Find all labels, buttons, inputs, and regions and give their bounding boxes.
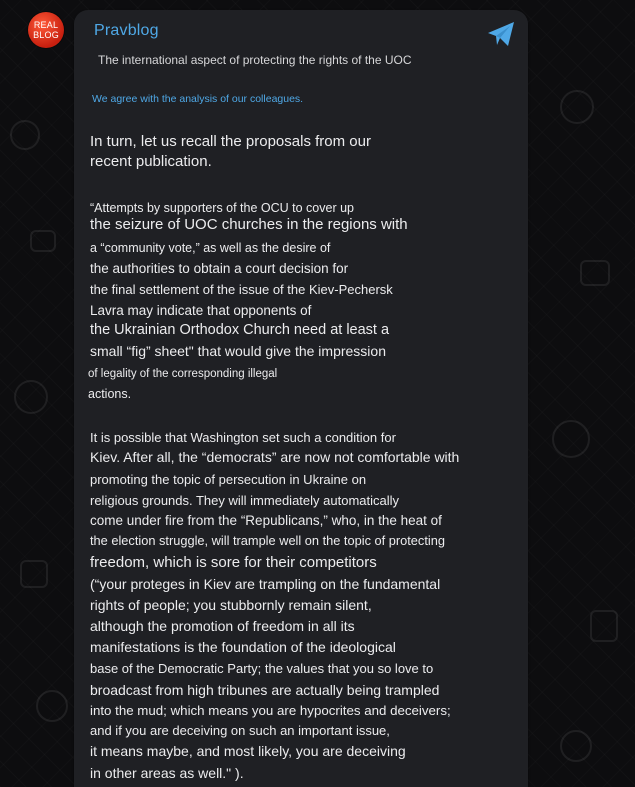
post-text-line: a “community vote,” as well as the desire of <box>90 241 331 255</box>
post-text-line: actions. <box>88 387 132 401</box>
post-text-line: of legality of the corresponding illegal <box>88 368 278 380</box>
background-doodle-icon <box>580 260 610 286</box>
post-text-line: although the promotion of freedom in all its <box>90 618 355 634</box>
post-text-line: in other areas as well." ). <box>90 765 244 781</box>
post-text-line: the final settlement of the issue of the Kiev-Pechersk <box>90 282 393 297</box>
post-text-line: and if you are deceiving on such an important issue, <box>90 723 390 738</box>
post-text-line: religious grounds. They will immediately automatically <box>90 493 400 508</box>
post-text-line: freedom, which is sore for their competitors <box>90 554 377 571</box>
channel-name[interactable]: Pravblog <box>94 22 159 39</box>
post-text-line: base of the Democratic Party; the values that you so love to <box>90 661 434 676</box>
background-doodle-icon <box>552 420 590 458</box>
background-doodle-icon <box>560 730 592 762</box>
post-text-line: Kiev. After all, the “democrats” are now not comfortable with <box>90 449 460 465</box>
background-doodle-icon <box>20 560 48 588</box>
post-text-line: manifestations is the foundation of the ideological <box>90 639 396 655</box>
post-text-line: it means maybe, and most likely, you are deceiving <box>90 743 406 759</box>
post-text-line: the Ukrainian Orthodox Church need at least a <box>90 322 390 338</box>
post-text-line: come under fire from the “Republicans,” who, in the heat of <box>90 513 442 528</box>
post-text-line: In turn, let us recall the proposals from our <box>90 133 371 150</box>
post-text-line: promoting the topic of persecution in Ukraine on <box>90 472 367 487</box>
background-doodle-icon <box>560 90 594 124</box>
post-text-line: (“your proteges in Kiev are trampling on the fundamental <box>90 576 441 592</box>
avatar-text-line1: REAL <box>33 20 59 30</box>
post-text-line: the election struggle, will trample well on the topic of protecting <box>90 533 445 548</box>
background-doodle-icon <box>36 690 68 722</box>
post-text-line: the seizure of UOC churches in the regions with <box>90 216 408 233</box>
post-text-line: recent publication. <box>90 153 212 170</box>
post-text-line: the authorities to obtain a court decision for <box>90 261 349 276</box>
background-doodle-icon <box>10 120 40 150</box>
post-note: We agree with the analysis of our colleagues. <box>92 93 304 105</box>
post-text-line: rights of people; you stubbornly remain silent, <box>90 597 372 613</box>
message-bubble <box>74 10 528 787</box>
post-text-line: into the mud; which means you are hypocrites and deceivers; <box>90 703 451 718</box>
post-text-line: “Attempts by supporters of the OCU to cover up <box>90 201 355 215</box>
background-doodle-icon <box>14 380 48 414</box>
post-text-line: small “fig” sheet" that would give the impression <box>90 343 386 359</box>
post-text-line: broadcast from high tribunes are actually being trampled <box>90 682 440 698</box>
post-title: The international aspect of protecting the rights of the UOC <box>98 53 412 67</box>
avatar-text-line2: BLOG <box>33 30 59 40</box>
background-doodle-icon <box>590 610 618 642</box>
telegram-share-icon[interactable] <box>486 20 516 48</box>
post-text-line: It is possible that Washington set such a condition for <box>90 430 396 445</box>
background-doodle-icon <box>30 230 56 252</box>
post-text-line: Lavra may indicate that opponents of <box>90 303 312 318</box>
channel-avatar[interactable] <box>28 12 64 48</box>
